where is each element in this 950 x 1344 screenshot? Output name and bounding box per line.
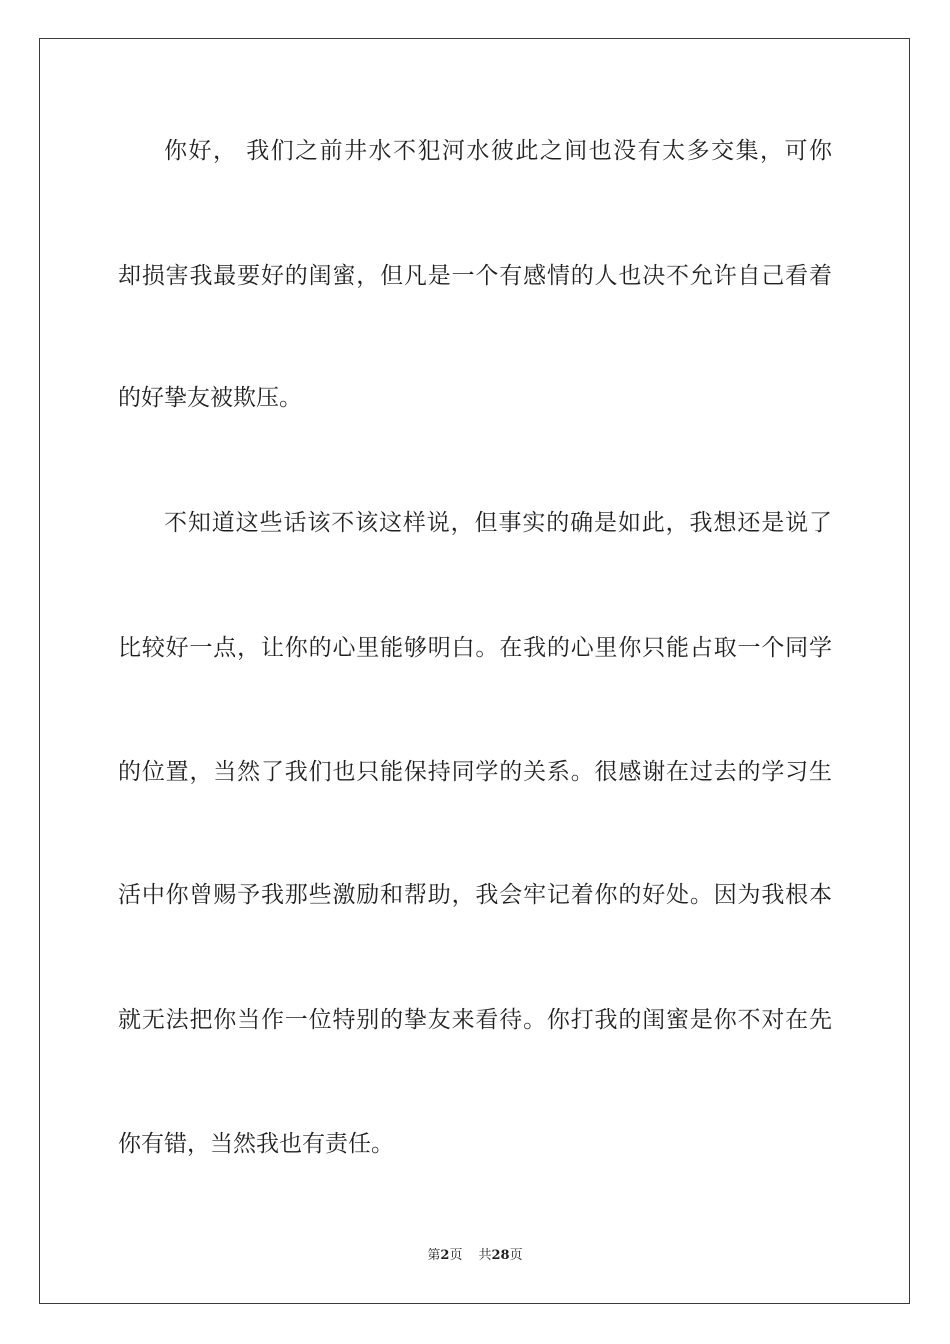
page-prefix: 第 xyxy=(427,1248,441,1263)
paragraph-2-line-1: 不知道这些话该不该这样说，但事实的确是如此，我想还是说了 xyxy=(164,510,832,536)
page-suffix: 页 xyxy=(449,1248,463,1263)
total-prefix: 共 xyxy=(478,1248,492,1263)
paragraph-1-line-3: 的好挚友被欺压。 xyxy=(118,385,302,411)
page-footer xyxy=(0,1247,950,1265)
total-pages: 28 xyxy=(491,1248,510,1263)
paragraph-1-line-1: 你好， 我们之前井水不犯河水彼此之间也没有太多交集，可你 xyxy=(164,138,832,164)
paragraph-2-line-2: 比较好一点，让你的心里能够明白。在我的心里你只能占取一个同学 xyxy=(118,635,832,661)
paragraph-2-line-4: 活中你曾赐予我那些激励和帮助，我会牢记着你的好处。因为我根本 xyxy=(118,882,832,908)
paragraph-2-line-6: 你有错，当然我也有责任。 xyxy=(118,1131,394,1157)
paragraph-2-line-5: 就无法把你当作一位特别的挚友来看待。你打我的闺蜜是你不对在先 xyxy=(118,1007,832,1033)
total-suffix: 页 xyxy=(509,1248,523,1263)
page-number: 2 xyxy=(440,1248,450,1263)
paragraph-1-line-2: 却损害我最要好的闺蜜，但凡是一个有感情的人也决不允许自己看着 xyxy=(118,263,832,289)
paragraph-2-line-3: 的位置，当然了我们也只能保持同学的关系。很感谢在过去的学习生 xyxy=(118,759,832,785)
page-border xyxy=(39,38,910,1304)
